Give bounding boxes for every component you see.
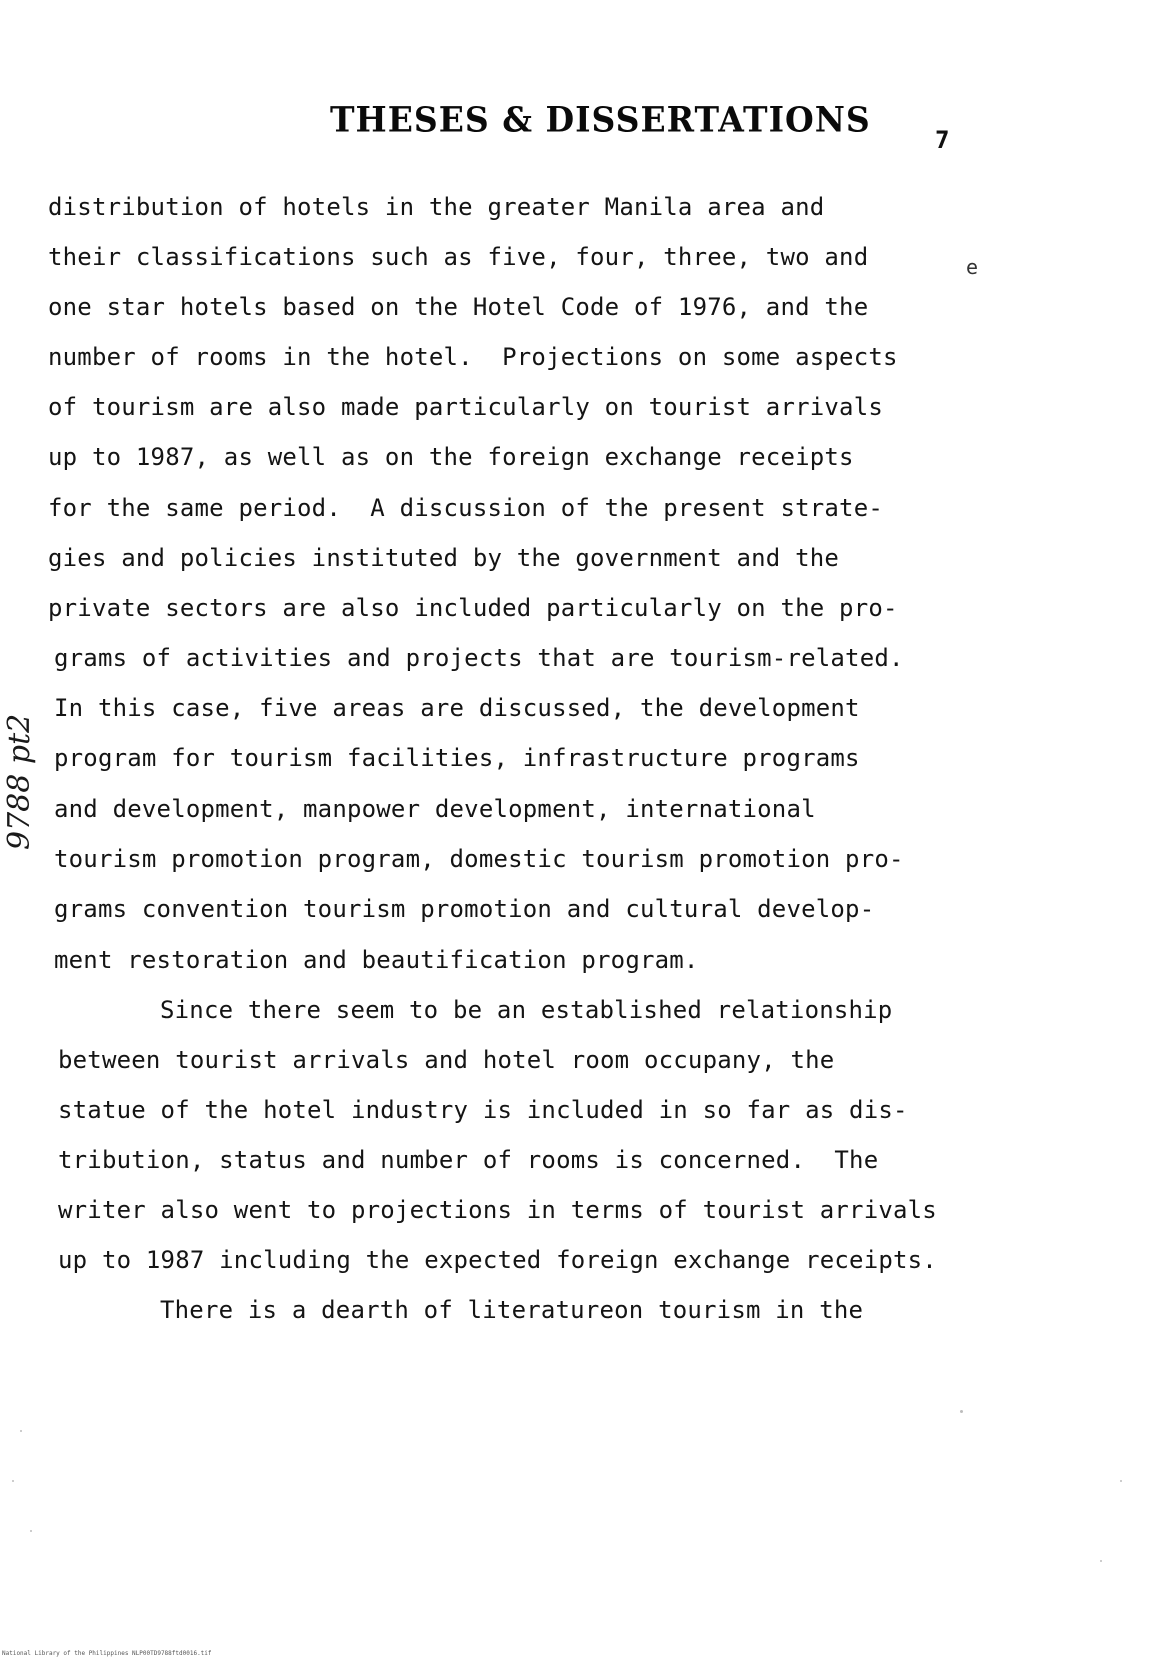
text-line: and development, manpower development, international [54,795,816,823]
text-line: up to 1987, as well as on the foreign exchange receipts [48,443,854,471]
scan-speckle [1100,1560,1102,1562]
text-line: tribution, status and number of rooms is concerned. The [58,1146,879,1174]
theses-dissertations-stamp: THESES & DISSERTATIONS [330,99,871,140]
text-line: grams of activities and projects that are tourism-related. [54,644,904,672]
text-line: between tourist arrivals and hotel room occupany, the [58,1046,835,1074]
text-line: up to 1987 including the expected foreign exchange receipts. [58,1246,937,1274]
text-line: statue of the hotel industry is included in so far as dis- [58,1096,908,1124]
text-line: of tourism are also made particularly on tourist arrivals [48,393,884,421]
text-line: There is a dearth of literatureon tourism in the [160,1296,864,1324]
text-line: writer also went to projections in terms of tourist arrivals [58,1196,937,1224]
text-line: gies and policies instituted by the government and the [48,544,840,572]
scan-speckle [960,1410,963,1413]
handwritten-margin-note: 9788 pt2 [2,713,37,850]
text-line: for the same period. A discussion of the present strate- [48,494,884,522]
text-line: distribution of hotels in the greater Manila area and [48,193,825,221]
text-line: private sectors are also included particularly on the pro- [48,594,898,622]
text-line: one star hotels based on the Hotel Code of 1976, and the [48,293,869,321]
text-line: grams convention tourism promotion and cultural develop- [54,895,875,923]
text-line: ment restoration and beautification program. [54,946,699,974]
scan-speckle [1120,1480,1122,1482]
scan-speckle [20,1430,22,1432]
scan-speckle [12,1480,14,1482]
text-line: In this case, five areas are discussed, the development [54,694,860,722]
text-line: their classifications such as five, four, three, two and [48,243,869,271]
text-line: number of rooms in the hotel. Projections on some aspects [48,343,898,371]
text-line: Since there seem to be an established relationship [160,996,893,1024]
scan-credit: National Library of the Philippines NLP00TD9788ftd0016.tif [2,1650,212,1657]
page-number: 7 [935,126,950,154]
text-line: tourism promotion program, domestic tourism promotion pro- [54,845,904,873]
stray-mark: e [966,255,979,279]
scan-speckle [30,1530,32,1532]
text-line: program for tourism facilities, infrastructure programs [54,744,860,772]
